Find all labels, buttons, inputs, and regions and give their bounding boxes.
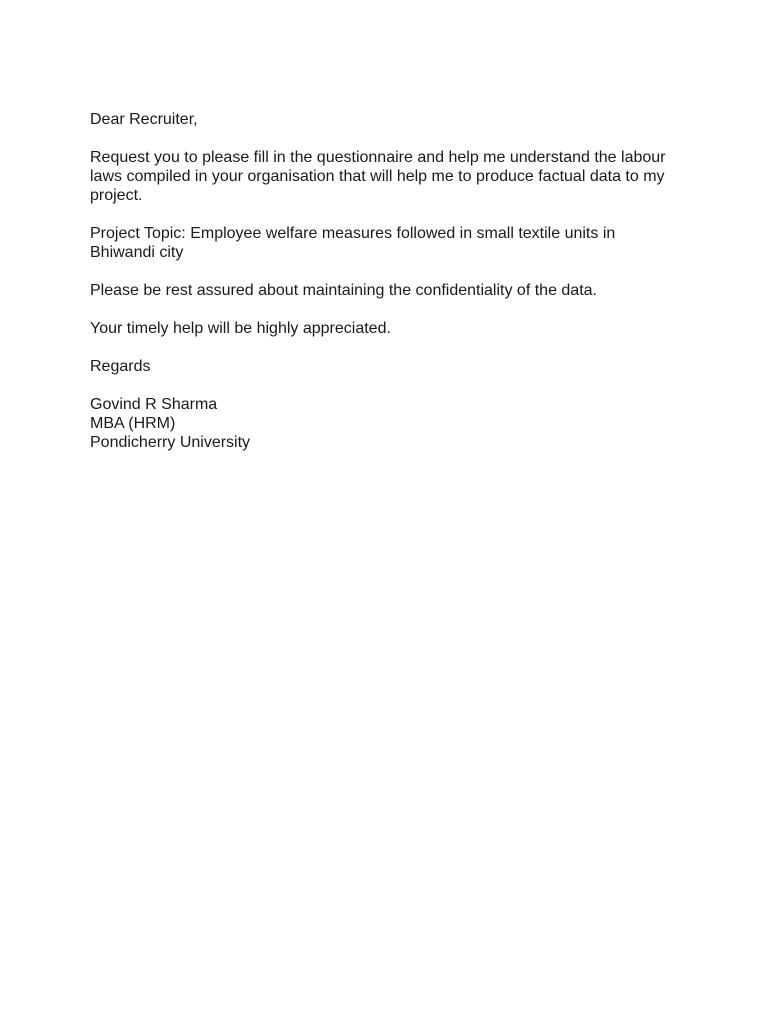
signature-university: Pondicherry University <box>90 434 251 451</box>
request-line: project. <box>90 187 143 204</box>
project-topic-line: Bhiwandi city <box>90 244 184 261</box>
appreciation-paragraph <box>90 319 690 338</box>
closing <box>90 357 690 376</box>
salutation-text: Dear Recruiter, <box>90 111 198 128</box>
signature-name: Govind R Sharma <box>90 396 218 413</box>
appreciation-text: Your timely help will be highly appreciated. <box>90 320 391 337</box>
signature-degree: MBA (HRM) <box>90 415 176 432</box>
signature-block <box>90 395 690 452</box>
salutation <box>90 110 690 129</box>
request-line: Request you to please fill in the questionnaire and help me understand the labour <box>90 149 666 166</box>
project-topic-line: Project Topic: Employee welfare measures followed in small textile units in <box>90 225 616 242</box>
confidentiality-paragraph <box>90 281 690 300</box>
closing-text: Regards <box>90 358 151 375</box>
request-line: laws compiled in your organisation that will help me to produce factual data to my <box>90 168 665 185</box>
project-topic-paragraph <box>90 224 690 262</box>
confidentiality-text: Please be rest assured about maintaining the confidentiality of the data. <box>90 282 597 299</box>
request-paragraph <box>90 148 690 205</box>
letter-body <box>90 110 690 452</box>
